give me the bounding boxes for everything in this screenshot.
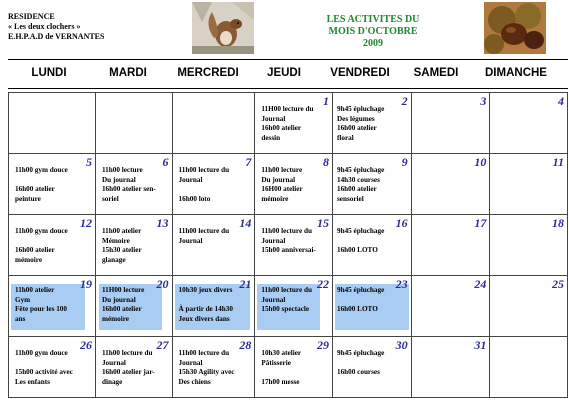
day-cell-saturday [411,93,490,154]
day-number: 5 [85,155,92,169]
activity-text: 9h45 épluchage 14h30 courses 16h00 atelier sensoriel [336,166,385,203]
day-cell-wednesday [172,337,255,398]
day-number: 12 [79,216,92,230]
activity-text: 11h00 gym douce 16h00 atelier peinture [15,166,68,203]
day-number: 10 [474,155,487,169]
day-cell-monday [9,215,96,276]
day-cell-sunday [490,276,568,337]
day-number: 6 [162,155,169,169]
residence-name: RESIDENCE [8,12,55,21]
day-cell-sunday [490,215,568,276]
day-number: 14 [239,216,252,230]
activity-text: 11h00 lecture Du journal 16h00 atelier sen- soriel [101,166,156,203]
day-number: 7 [245,155,252,169]
day-cell-wednesday [172,154,255,215]
activity-text: 11h00 lecture du Journal [178,227,230,245]
day-cell-friday [332,276,411,337]
day-cell-friday [332,337,411,398]
residence-header [8,12,104,42]
activity-text: 11h00 gym douce 15h00 activité avec Les enfants [15,349,73,386]
calendar-week-row [9,154,568,215]
activity-text: 11h00 gym douce 16h00 atelier mémoire [15,227,68,264]
day-number: 15 [316,216,329,230]
day-number: 24 [474,277,487,291]
activity-text: 11h00 lecture du Journal 15h00 anniversai- [261,227,316,254]
activity-text: 11h00 lecture Du journal 16H00 atelier mémoire [261,166,303,203]
title-year: 2009 [363,38,383,49]
calendar-week-row [9,337,568,398]
day-number: 25 [552,277,564,291]
squirrel-photo [192,2,254,54]
day-number: 8 [322,155,329,169]
activity-text: 11H00 lecture Du journal 16h00 atelier mémoire [101,286,145,323]
activity-text: 11h00 lecture du Journal 15h00 spectacle [261,286,312,313]
residence-subtitle: « Les deux clochers » [8,22,81,31]
day-number: 18 [552,216,564,230]
day-number: 28 [239,338,252,352]
day-number: 4 [558,94,564,108]
day-header-monday: LUNDI [31,67,67,79]
day-cell-monday [9,93,96,154]
day-header-friday: VENDREDI [330,67,390,79]
activity-text: 9h45 épluchage Des légumes 16h00 atelier floral [336,105,385,142]
activity-text: 9h45 épluchage 16h00 LOTO [336,286,385,313]
residence-location: E.H.P.A.D de VERNANTES [8,32,105,41]
day-cell-monday [9,337,96,398]
day-cell-saturday [411,276,490,337]
activity-text: 9h45 épluchage 16h00 LOTO [336,227,385,254]
activity-text: 10h30 atelier Pâtisserie 17h00 messe [261,349,302,386]
day-cell-monday [9,154,96,215]
activity-text: 11h00 atelier Gym Fête pour les 100 ans [15,286,67,323]
activity-text: 11h00 lecture du Journal 16h00 loto [178,166,230,203]
day-cell-friday [332,93,411,154]
day-number: 9 [401,155,408,169]
day-header-wednesday: MERCREDI [177,67,239,79]
day-cell-sunday [490,154,568,215]
day-number: 16 [395,216,408,230]
day-cell-friday [332,154,411,215]
activity-text: 9h45 épluchage 16h00 courses [336,349,385,376]
day-cell-tuesday [95,215,172,276]
day-cell-wednesday [172,93,255,154]
day-cell-wednesday [172,215,255,276]
day-cell-sunday [490,337,568,398]
calendar-week-row [9,215,568,276]
chestnut-photo [484,2,546,54]
day-headers [8,67,568,83]
day-number: 27 [156,338,169,352]
day-cell-friday [332,215,411,276]
day-cell-saturday [411,154,490,215]
day-header-sunday: DIMANCHE [485,67,547,79]
day-cell-wednesday [172,276,255,337]
day-cell-sunday [490,93,568,154]
day-cell-tuesday [95,276,172,337]
day-number: 30 [395,338,408,352]
day-cell-thursday [255,337,333,398]
day-number: 17 [474,216,487,230]
day-cell-thursday [255,276,333,337]
day-number: 23 [395,277,408,291]
day-cell-thursday [255,154,333,215]
activity-text: 11h00 lecture du Journal 16h00 atelier jar- dinage [101,349,155,386]
day-cell-tuesday [95,337,172,398]
day-number: 26 [79,338,92,352]
day-number: 20 [156,277,169,291]
day-number: 29 [316,338,329,352]
day-number: 31 [474,338,487,352]
activity-text: 11h00 atelier Mémoire 15h30 atelier glanage [101,227,142,264]
activity-text: 11h00 lecture du Journal 15h30 Agility avec Des chiens [178,349,235,386]
day-cell-tuesday [95,93,172,154]
day-number: 3 [480,94,487,108]
day-cell-thursday [255,93,333,154]
calendar-week-row [9,93,568,154]
calendar-grid [8,92,568,398]
header-rule [8,88,568,89]
calendar-title [318,14,428,50]
title-line-2: MOIS D'OCTOBRE [328,26,418,37]
title-line-1: LES ACTIVITES DU [326,14,420,25]
day-header-tuesday: MARDI [109,67,147,79]
day-cell-tuesday [95,154,172,215]
day-number: 21 [239,277,252,291]
day-number: 1 [322,94,329,108]
day-cell-thursday [255,215,333,276]
day-number: 11 [552,155,564,169]
day-cell-saturday [411,337,490,398]
day-number: 13 [156,216,169,230]
calendar-week-row [9,276,568,337]
day-header-saturday: SAMEDI [413,67,459,79]
day-header-thursday: JEUDI [267,67,301,79]
top-rule [8,59,568,60]
day-cell-monday [9,276,96,337]
activity-text: 10h30 jeux divers À partir de 14h30 Jeux divers dans [178,286,233,323]
day-number: 2 [401,94,408,108]
activity-text: 11H00 lecture du Journal 16h00 atelier dessin [261,105,314,142]
day-cell-saturday [411,215,490,276]
day-number: 22 [316,277,329,291]
day-number: 19 [79,277,92,291]
